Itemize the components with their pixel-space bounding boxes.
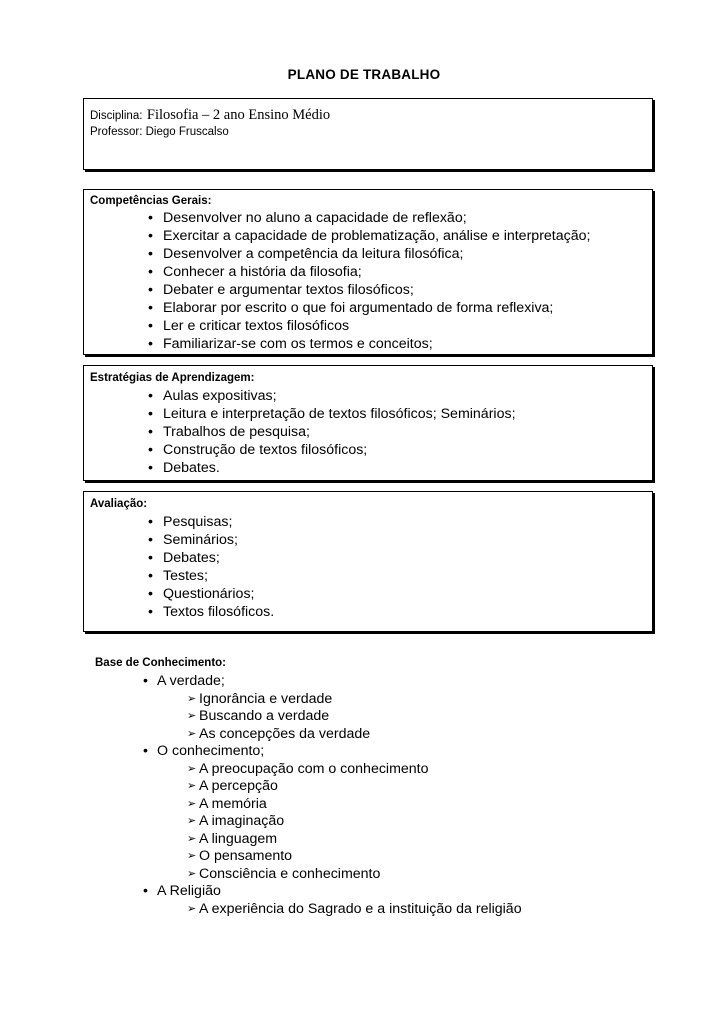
bullet-icon: • <box>148 210 153 226</box>
bullet-icon: • <box>148 388 153 404</box>
arrow-bullet-icon: ➢ <box>187 710 197 722</box>
list-item: • Debater e argumentar textos filosóficos; <box>148 282 414 298</box>
header-box <box>83 98 653 170</box>
estrategias-list <box>148 387 516 477</box>
arrow-bullet-icon: ➢ <box>187 867 197 880</box>
bullet-icon: • <box>148 604 153 620</box>
bullet-icon: • <box>148 442 153 458</box>
list-item: • Aulas expositivas; <box>148 388 277 404</box>
avaliacao-label: Avaliação: <box>90 498 148 510</box>
list-item: • Trabalhos de pesquisa; <box>148 424 310 440</box>
list-item: • Seminários; <box>148 532 238 548</box>
subtopic-item: ➢ O pensamento <box>187 848 293 864</box>
avaliacao-box <box>83 491 653 632</box>
subtopic-item: ➢ A linguagem <box>187 830 278 847</box>
avaliacao-list <box>148 513 274 621</box>
arrow-bullet-icon: ➢ <box>187 762 197 775</box>
bullet-icon: • <box>143 673 148 689</box>
competencias-box <box>83 189 653 355</box>
list-item: • Conhecer a história da filosofia; <box>148 264 362 280</box>
arrow-bullet-icon: ➢ <box>187 815 197 827</box>
bullet-icon: • <box>148 424 153 440</box>
bullet-icon: • <box>143 883 148 899</box>
list-item: • Debates; <box>148 550 220 566</box>
bullet-icon: • <box>148 460 153 476</box>
disciplina-value: Filosofia – 2 ano Ensino Médio <box>146 107 331 123</box>
arrow-bullet-icon: ➢ <box>187 692 197 705</box>
list-item: • Exercitar a capacidade de problematização, análise e interpretação; <box>148 228 591 244</box>
subtopic-item: ➢ A experiência do Sagrado e a instituição da religião <box>187 900 522 917</box>
arrow-bullet-icon: ➢ <box>187 902 197 915</box>
bullet-icon: • <box>148 300 153 316</box>
list-item: • Testes; <box>148 568 208 584</box>
subtopic-item: ➢ A imaginação <box>187 813 285 829</box>
subtopic-item: ➢ Buscando a verdade <box>187 708 330 724</box>
list-item: • Elaborar por escrito o que foi argumentado de forma reflexiva; <box>148 300 554 316</box>
base-label: Base de Conhecimento: <box>95 657 226 669</box>
list-item: • Textos filosóficos. <box>148 604 275 620</box>
subtopic-item: ➢ Consciência e conhecimento <box>187 865 381 882</box>
list-item: • Pesquisas; <box>148 514 233 530</box>
arrow-bullet-icon: ➢ <box>187 832 197 845</box>
list-item: • Familiarizar-se com os termos e conceitos; <box>148 336 433 352</box>
disciplina-line <box>90 106 330 124</box>
arrow-bullet-icon: ➢ <box>187 780 197 792</box>
competencias-list <box>148 209 590 353</box>
bullet-icon: • <box>148 282 153 298</box>
bullet-icon: • <box>148 264 153 280</box>
topic-item: • O conhecimento; <box>143 743 265 759</box>
subtopic-item: ➢ As concepções da verdade <box>187 725 371 742</box>
bullet-icon: • <box>148 406 153 422</box>
subtopic-item: ➢ A preocupação com o conhecimento <box>187 760 429 777</box>
page-title: PLANO DE TRABALHO <box>287 67 441 82</box>
subtopic-item: ➢ A memória <box>187 795 267 812</box>
bullet-icon: • <box>148 550 153 566</box>
estrategias-label: Estratégias de Aprendizagem: <box>90 372 255 384</box>
estrategias-box <box>83 365 653 481</box>
bullet-icon: • <box>148 586 153 602</box>
professor-line <box>90 126 229 138</box>
subtopic-item: ➢ Ignorância e verdade <box>187 690 333 707</box>
professor-value: Diego Fruscalso <box>145 126 229 138</box>
bullet-icon: • <box>148 246 153 262</box>
subtopic-item: ➢ A percepção <box>187 778 278 794</box>
topic-item: • A Religião <box>143 883 221 899</box>
arrow-bullet-icon: ➢ <box>187 727 197 740</box>
competencias-label: Competências Gerais: <box>90 195 212 207</box>
list-item: • Ler e criticar textos filosóficos <box>148 318 350 334</box>
bullet-icon: • <box>148 228 153 244</box>
disciplina-label: Disciplina: <box>90 110 143 122</box>
bullet-icon: • <box>148 336 153 352</box>
bullet-icon: • <box>148 514 153 530</box>
bullet-icon: • <box>148 532 153 548</box>
bullet-icon: • <box>148 568 153 584</box>
list-item: • Debates. <box>148 460 220 476</box>
list-item: • Questionários; <box>148 586 255 602</box>
topic-item: • A verdade; <box>143 673 225 689</box>
arrow-bullet-icon: ➢ <box>187 797 197 810</box>
bullet-icon: • <box>148 318 153 334</box>
list-item: • Construção de textos filosóficos; <box>148 442 368 458</box>
list-item: • Desenvolver a competência da leitura filosófica; <box>148 246 464 262</box>
list-item: • Leitura e interpretação de textos filosóficos; Seminários; <box>148 406 516 422</box>
professor-label: Professor: <box>90 126 143 138</box>
bullet-icon: • <box>143 743 148 759</box>
list-item: • Desenvolver no aluno a capacidade de reflexão; <box>148 210 467 226</box>
arrow-bullet-icon: ➢ <box>187 850 197 862</box>
base-conhecimento-list <box>0 673 728 918</box>
